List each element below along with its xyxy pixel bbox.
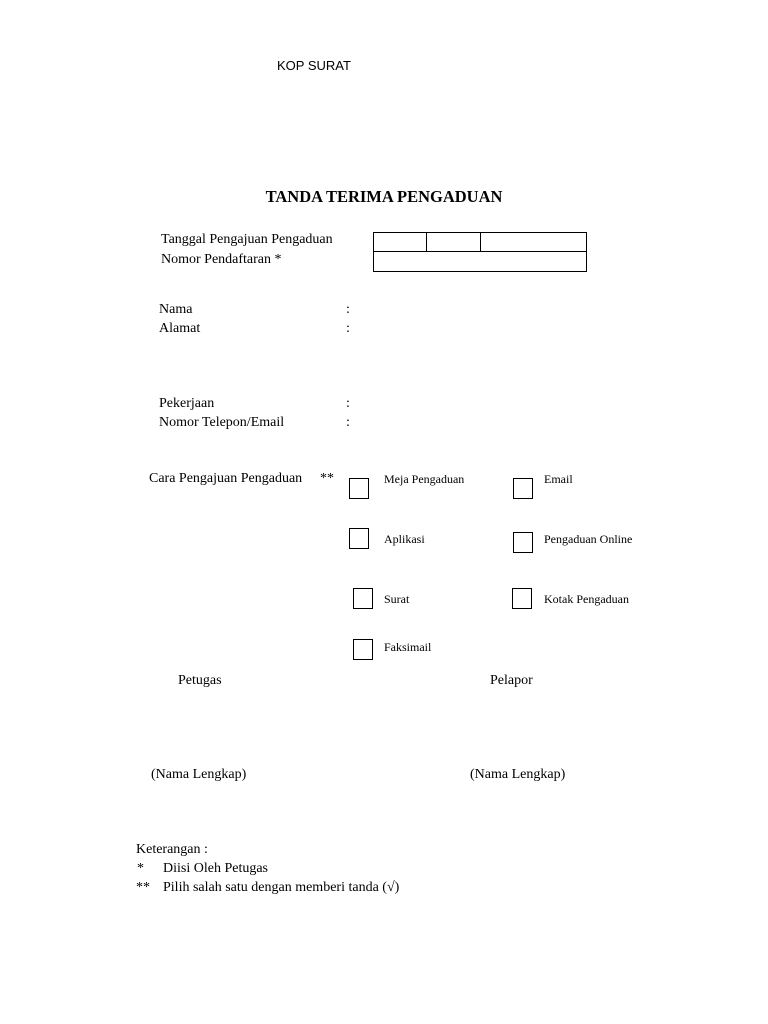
cara-pengajuan-label: Cara Pengajuan Pengaduan <box>149 471 303 486</box>
nama-label: Nama <box>159 302 193 317</box>
checkbox-aplikasi[interactable] <box>349 528 369 549</box>
tanggal-month-field[interactable] <box>426 232 481 252</box>
pelapor-label: Pelapor <box>490 673 533 688</box>
note-marker-2: ** <box>136 880 150 895</box>
tanggal-day-field[interactable] <box>373 232 427 252</box>
document-title: TANDA TERIMA PENGADUAN <box>265 187 503 206</box>
checkbox-kotak-pengaduan[interactable] <box>512 588 532 609</box>
option-email: Email <box>544 472 573 486</box>
nomor-pendaftaran-field[interactable] <box>373 251 587 272</box>
pekerjaan-label: Pekerjaan <box>159 396 215 411</box>
note-marker-1: * <box>137 861 144 876</box>
telepon-email-colon: : <box>346 415 350 430</box>
petugas-name-placeholder: (Nama Lengkap) <box>151 767 247 782</box>
alamat-label: Alamat <box>159 321 201 336</box>
tanggal-year-field[interactable] <box>480 232 587 252</box>
alamat-colon: : <box>346 321 350 336</box>
option-pengaduan-online: Pengaduan Online <box>544 532 633 546</box>
petugas-label: Petugas <box>178 673 222 688</box>
nomor-pendaftaran-label: Nomor Pendaftaran * <box>161 252 282 267</box>
option-surat: Surat <box>384 592 410 606</box>
checkbox-pengaduan-online[interactable] <box>513 532 533 553</box>
checkbox-surat[interactable] <box>353 588 373 609</box>
option-faksimail: Faksimail <box>384 640 432 654</box>
note-text-2: Pilih salah satu dengan memberi tanda (√) <box>163 880 400 895</box>
cara-pengajuan-marker: ** <box>320 471 334 486</box>
telepon-email-label: Nomor Telepon/Email <box>159 415 285 430</box>
note-text-1: Diisi Oleh Petugas <box>163 861 268 876</box>
kop-surat-label: KOP SURAT <box>277 58 351 73</box>
nama-colon: : <box>346 302 350 317</box>
pelapor-name-placeholder: (Nama Lengkap) <box>470 767 566 782</box>
keterangan-heading: Keterangan : <box>136 842 208 857</box>
option-meja-pengaduan: Meja Pengaduan <box>384 472 465 486</box>
tanggal-pengajuan-label: Tanggal Pengajuan Pengaduan <box>161 232 333 247</box>
checkbox-meja-pengaduan[interactable] <box>349 478 369 499</box>
option-aplikasi: Aplikasi <box>384 532 425 546</box>
checkbox-faksimail[interactable] <box>353 639 373 660</box>
pekerjaan-colon: : <box>346 396 350 411</box>
checkbox-email[interactable] <box>513 478 533 499</box>
option-kotak-pengaduan: Kotak Pengaduan <box>544 592 629 606</box>
